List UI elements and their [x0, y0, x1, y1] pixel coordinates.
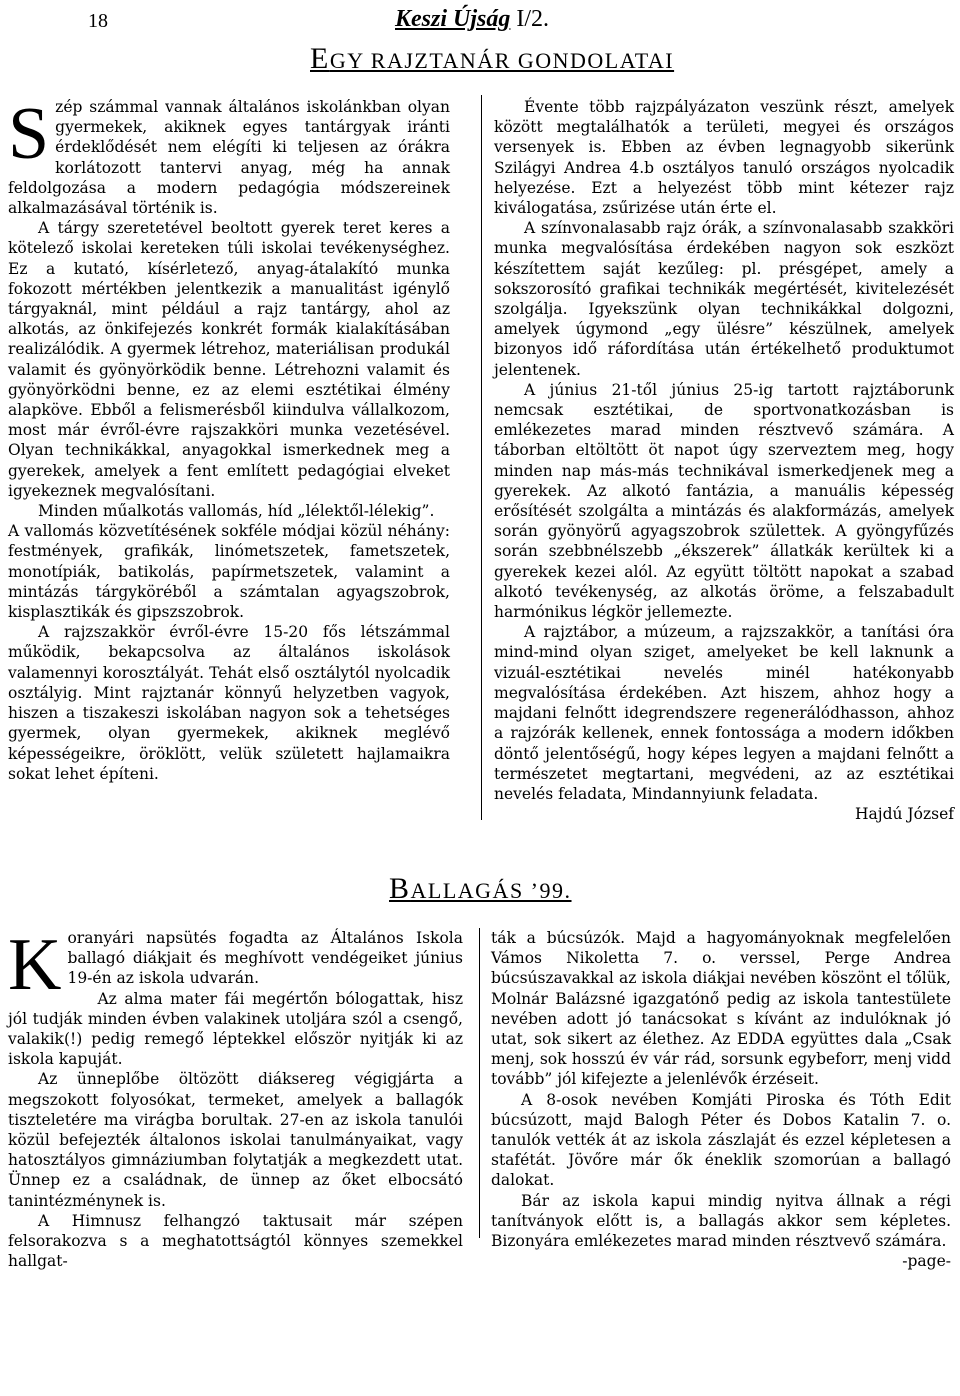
article1-paragraph: A vallomás közvetítésének sokféle módjai közül néhány: festmények, grafikák, linómetszetek, fametszetek, monotípiák, batikolás, papírmetszetek, valamint a mintázás tárgyköréből a számtalan agyagszobrok, kisplasztikák és gipszszobrok. [8, 522, 450, 622]
article1-right-column [494, 97, 954, 824]
article2-paragraph: ták a búcsúzók. Majd a hagyományoknak megfelelően Vámos Nikoletta 7. o. verssel, Perge Andrea búcsúszavakkal az iskola diákjai nevében köszönt el tőlük, Molnár Balázsné igazgatónő pedig az iskola tantestülete nevében adott jó tanácsokat s kívánt az indulóknak jó utat, sok sikert az élethez. Az EDDA együttes dala „Csak menj, sok hosszú év vár rád, sorsunk egybeforr, menj vidd tovább” jól kifejezte a jelenlévők érzéseit. [491, 929, 951, 1089]
article1-paragraph: A rajztábor, a múzeum, a rajzszakkör, a tanítási óra mind-mind olyan sziget, amelyeket be kell laknunk a vizuál-esztétikai nevelés minél hatékonyabb megvalósítása érdekében. Azt hiszem, ahhoz hogy a majdani felnőtt idegrendszere regenerálódhasson, ahhoz a rajzórák kellenek, ennek fontossága a modern időkben döntő jelentőségű, hogy képes legyen a majdani felnőtt a természetet megtartani, megvédeni, az az esztétikai nevelés feladata, Mindannyiunk feladata. [494, 623, 954, 803]
article2-paragraph: A Himnusz felhangzó taktusait már szépen felsorakozva s a meghatottságtól könnyes szemekkel hallgat- [8, 1211, 463, 1271]
title-rest: ALLAGÁS ’99. [410, 878, 572, 903]
article-title-ballagas [389, 872, 572, 906]
article1-paragraph: A rajzszakkör évről-évre 15-20 fős létszámmal működik, bekapcsolva az általános iskolások valamennyi korosztályát. Tehát első osztálytól nyolcadik osztályig. Mint rajztanár könnyű helyzetben vagyok, hiszen a tiszakeszi iskolában nagyon sok a tehetséges gyermek, olyan gyermekek, akiknek meglévő képességeikre, öröklött, velük született hajlamaikra sokat lehet építeni. [8, 623, 450, 783]
title-initial: E [310, 42, 330, 75]
article1-left-column [8, 93, 450, 784]
dropcap-k: K [8, 924, 62, 1006]
dropcap-s: S [8, 93, 50, 175]
article-title-rajztanar [310, 42, 674, 76]
publication-name: Keszi Újság [395, 6, 511, 32]
article1-paragraph: A színvonalasabb rajz órák, a színvonalasabb szakköri munka megvalósítása érdekében nagyon sok eszközt készítettem saját kezűleg: pl. présgépet, amely a sokszorosító grafikai technikák megértését, kivitelezését szolgálja. Igyekszünk olyan technikákkal dolgozni, amelyek úgymond „egy ülésre” készülnek, amelyek bizonyos idő ráfordítása után értékelhető produktumot jelentenek. [494, 219, 954, 379]
column-divider [481, 95, 482, 820]
author-signature: Hajdú József [855, 805, 954, 824]
article1-paragraph: A június 21-től június 25-ig tartott rajztáborunk nemcsak esztétikai, de sportvonatkozásban is emlékezetes marad minden résztvevő számára. A táborban eltöltött öt napot úgy szerveztem meg, hogy minden nap más-más technikával ismerkedjenek meg a gyerekek. Az alkotó fantázia, a manuális képesség erősítését szolgálta a mintázás és alakformázás, amelyek során gyönyörű agyagszobrok születtek. A gyöngyfűzés során szebbnélszebb „ékszerek” állatkák kerültek ki a gyerekek kezei alól. Az együtt töltött napokat a szabad alkotó tevékenység, az alkotás öröme, a felszabadult harmónikus légkör jellemezte. [494, 380, 954, 622]
title-rest: GY RAJZTANÁR GONDOLATAI [329, 48, 675, 73]
article2-left-column [8, 924, 463, 1271]
article2-paragraph: Az alma mater fái megértőn bólogattak, hisz jól tudják minden évben valakinek utoljára szól a csengő, valakik(!) pedig remegő léptekkel először nyitják ki az iskola kapuját. [8, 989, 463, 1069]
article2-right-column [491, 928, 951, 1271]
issue-number: I/2. [510, 6, 550, 32]
column-divider [479, 928, 480, 1238]
article2-paragraph: Az ünneplőbe öltözött diáksereg végigjárta a megszokott folyosókat, termeket, amelyek a ballagók tiszteletére ma virágba borultak. 27-en az iskola tanulói közül befejezték általonos iskolai tanulmányaikat, vagy hatosztályos gimnáziumban folytatják a megkezdett utat. Ünnep ez a családnak, de ünnep az őket elbocsátó tanintézménynek is. [8, 1070, 463, 1210]
article1-paragraph: A tárgy szeretetével beoltott gyerek teret keres a kötelező iskolai kereteken túli iskolai tevékenységhez. Ez a kutató, kísérletező, anyag-átalakító munka fokozott mértékben jelentkezik a manualitást igénylő tárgyaknál, mint például a rajz tantárgy, ahol az alkotás, az önkifejezés konkrét formák kialakításában realizálódik. A gyermek létrehoz, materiálisan produkál valamit és gyönyörködik benne. Létrehozni valamit és gyönyörködni benne, ez az elemi esztétikai élmény alapköve. Ebből a felismerésből kiindulva vállalkozom, most már évről-évre rajszakköri munka vezetésével. Olyan technikákkal, anyagokkal ismerkednek meg a gyerekek, amelyek a fent említett pedagógiai elveket igyekeznek megvalósítani. [8, 219, 450, 500]
article2-paragraph: A 8-osok nevében Komjáti Piroska és Tóth Edit búcsúzott, majd Balogh Péter és Dobos Katalin 7. o. tanulók vették át az iskola zászlaját és ezzel képletesen a stafétát. Jövőre már ők éneklik szomorúan a ballagó dalokat. [491, 1090, 951, 1190]
author-signature: -page- [902, 1252, 951, 1271]
article1-paragraph: Minden műalkotás vallomás, híd „lélektől-lélekig”. [38, 502, 435, 521]
article2-paragraph: oranyári napsütés fogadta az Általános Iskola ballagó diákjait és meghívott vendégeiket június 19-én az iskola udvarán. [67, 929, 463, 988]
article2-paragraph: Bár az iskola kapui mindig nyitva állnak a régi tanítványok előtt is, a ballagás akkor sem képletes. Bizonyára emlékezetes marad minden résztvevő számára. [491, 1191, 951, 1251]
title-initial: B [389, 872, 411, 905]
article1-paragraph: zép számmal vannak általános iskolánkban olyan gyermekek, akiknek egyes tantárgyak iránti érdeklődését nem elégíti ki teljesen az órákra korlátozott tantervi anyag, még ha annak feldolgozása a modern pedagógia módszereinek alkalmazásával történik is. [8, 98, 450, 218]
page-number: 18 [88, 10, 108, 32]
article1-paragraph: Évente több rajzpályázaton veszünk részt, amelyek között megtalálhatók a területi, megyei és országos versenyek is. Ebben az évben legnagyobb sikerünk Szilágyi Andrea 4.b osztályos tanuló országos nyolcadik helyezése. Ezt a helyezést több mint kétezer rajz kiválogatása, zsűrizése után érte el. [494, 98, 954, 218]
publication-header [395, 6, 549, 33]
